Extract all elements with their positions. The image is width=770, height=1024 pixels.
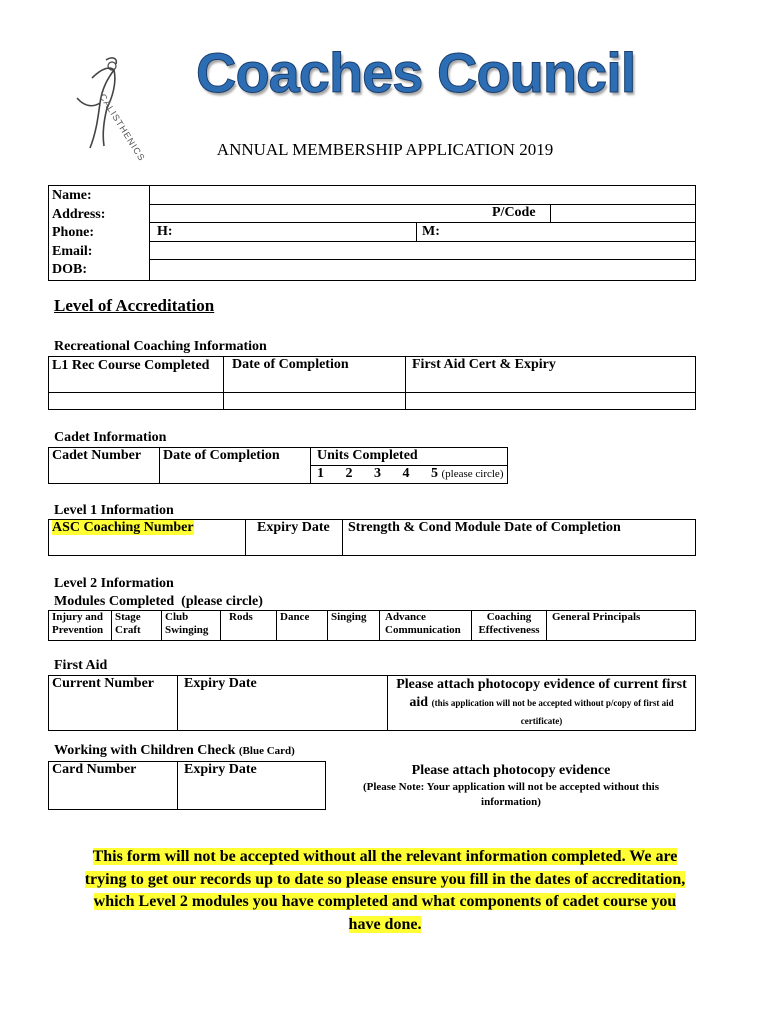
card-expiry-header: Expiry Date: [178, 762, 326, 780]
level1-expiry-header: Expiry Date: [246, 520, 343, 538]
first-aid-expiry-input[interactable]: [178, 696, 388, 730]
first-aid-number-header: Current Number: [49, 676, 178, 697]
email-label: Email:: [52, 243, 93, 259]
unit-option-5[interactable]: 5: [431, 466, 438, 481]
asc-number-header: ASC Coaching Number: [49, 520, 246, 538]
unit-option-1[interactable]: 1: [317, 466, 324, 481]
first-aid-cert-input[interactable]: [406, 393, 696, 410]
level1-table: [48, 519, 696, 556]
level2-heading: Level 2 Information: [54, 576, 174, 591]
rec-date-header: Date of Completion: [224, 357, 406, 393]
card-expiry-input[interactable]: [178, 780, 326, 810]
module-rods[interactable]: Rods: [221, 611, 277, 641]
units-note: (please circle): [441, 468, 504, 480]
first-aid-note: Please attach photocopy evidence of current first aid (this application will not be accepted without p/copy of first aid certificate): [388, 676, 696, 731]
first-aid-cert-header: First Aid Cert & Expiry: [406, 357, 696, 393]
level2-modules-table: [48, 610, 696, 641]
wwcc-heading: Working with Children Check (Blue Card): [54, 743, 295, 758]
module-general-principals[interactable]: General Principals: [547, 611, 696, 641]
accreditation-heading: Level of Accreditation: [54, 296, 215, 315]
card-number-header: Card Number: [49, 762, 178, 780]
recreational-heading: Recreational Coaching Information: [54, 339, 267, 354]
first-aid-heading: First Aid: [54, 658, 108, 673]
cadet-heading: Cadet Information: [54, 430, 167, 445]
level1-heading: Level 1 Information: [54, 503, 174, 518]
footer-notice: [0, 846, 770, 936]
module-club-swinging[interactable]: Club Swinging: [162, 611, 221, 641]
wwcc-table: [48, 761, 696, 810]
module-stage-craft[interactable]: Stage Craft: [112, 611, 162, 641]
module-injury-prevention[interactable]: Injury and Prevention: [49, 611, 112, 641]
page-title: Coaches Council: [196, 41, 636, 104]
pcode-input[interactable]: [551, 205, 695, 222]
home-phone-input[interactable]: [174, 223, 414, 241]
unit-option-2[interactable]: 2: [345, 466, 353, 481]
rec-date-input[interactable]: [224, 393, 406, 410]
level1-expiry-input[interactable]: [246, 538, 343, 556]
phone-label: Phone:: [52, 225, 94, 240]
units-completed-header: Units Completed: [311, 448, 508, 466]
unit-option-3[interactable]: 3: [374, 466, 381, 481]
m-label: M:: [422, 224, 440, 239]
name-input[interactable]: [150, 186, 695, 204]
mobile-phone-input[interactable]: [442, 223, 695, 241]
cadet-table: [48, 447, 508, 484]
cadet-date-header: Date of Completion: [160, 448, 311, 466]
address-input[interactable]: [150, 205, 488, 222]
module-advance-communication[interactable]: Advance Communication: [380, 611, 472, 641]
page-subtitle: ANNUAL MEMBERSHIP APPLICATION 2019: [216, 140, 554, 159]
email-input[interactable]: [150, 242, 695, 259]
name-label: Name:: [52, 188, 92, 203]
footer-line-2: trying to get our records up to date so please ensure you fill in the dates of accreditation,: [84, 870, 686, 888]
units-options: [311, 466, 508, 484]
module-singing[interactable]: Singing: [328, 611, 380, 641]
cadet-number-input[interactable]: [49, 466, 160, 484]
asc-number-input[interactable]: [49, 538, 246, 556]
first-aid-number-input[interactable]: [49, 696, 178, 730]
card-number-input[interactable]: [49, 780, 178, 810]
cadet-date-input[interactable]: [160, 466, 311, 484]
h-label: H:: [157, 224, 173, 239]
modules-heading: Modules Completed (please circle): [54, 594, 263, 609]
l1-rec-course-input[interactable]: [49, 393, 224, 410]
unit-option-4[interactable]: 4: [402, 466, 410, 481]
footer-line-1: This form will not be accepted without all the relevant information completed. We are: [92, 848, 678, 865]
personal-details-table: [48, 185, 696, 281]
footer-line-4: have done.: [348, 915, 422, 933]
first-aid-table: [48, 675, 696, 731]
pcode-label: P/Code: [492, 205, 536, 220]
module-coaching-effectiveness[interactable]: Coaching Effectiveness: [472, 611, 547, 641]
dob-label: DOB:: [52, 262, 87, 277]
logo-text: CALISTHENICS: [97, 92, 148, 164]
first-aid-expiry-header: Expiry Date: [178, 676, 388, 697]
footer-line-3: which Level 2 modules you have completed and what components of cadet course you: [93, 893, 677, 910]
cadet-number-header: Cadet Number: [49, 448, 160, 466]
recreational-table: [48, 356, 696, 410]
wwcc-note: Please attach photocopy evidence (Please Note: Your application will not be accepted without this information): [362, 762, 660, 808]
l1-rec-course-header: L1 Rec Course Completed: [49, 357, 224, 393]
strength-cond-header: Strength & Cond Module Date of Completion: [343, 520, 696, 538]
strength-cond-input[interactable]: [343, 538, 696, 556]
module-dance[interactable]: Dance: [277, 611, 328, 641]
address-label: Address:: [52, 206, 106, 222]
dob-input[interactable]: [150, 260, 695, 277]
